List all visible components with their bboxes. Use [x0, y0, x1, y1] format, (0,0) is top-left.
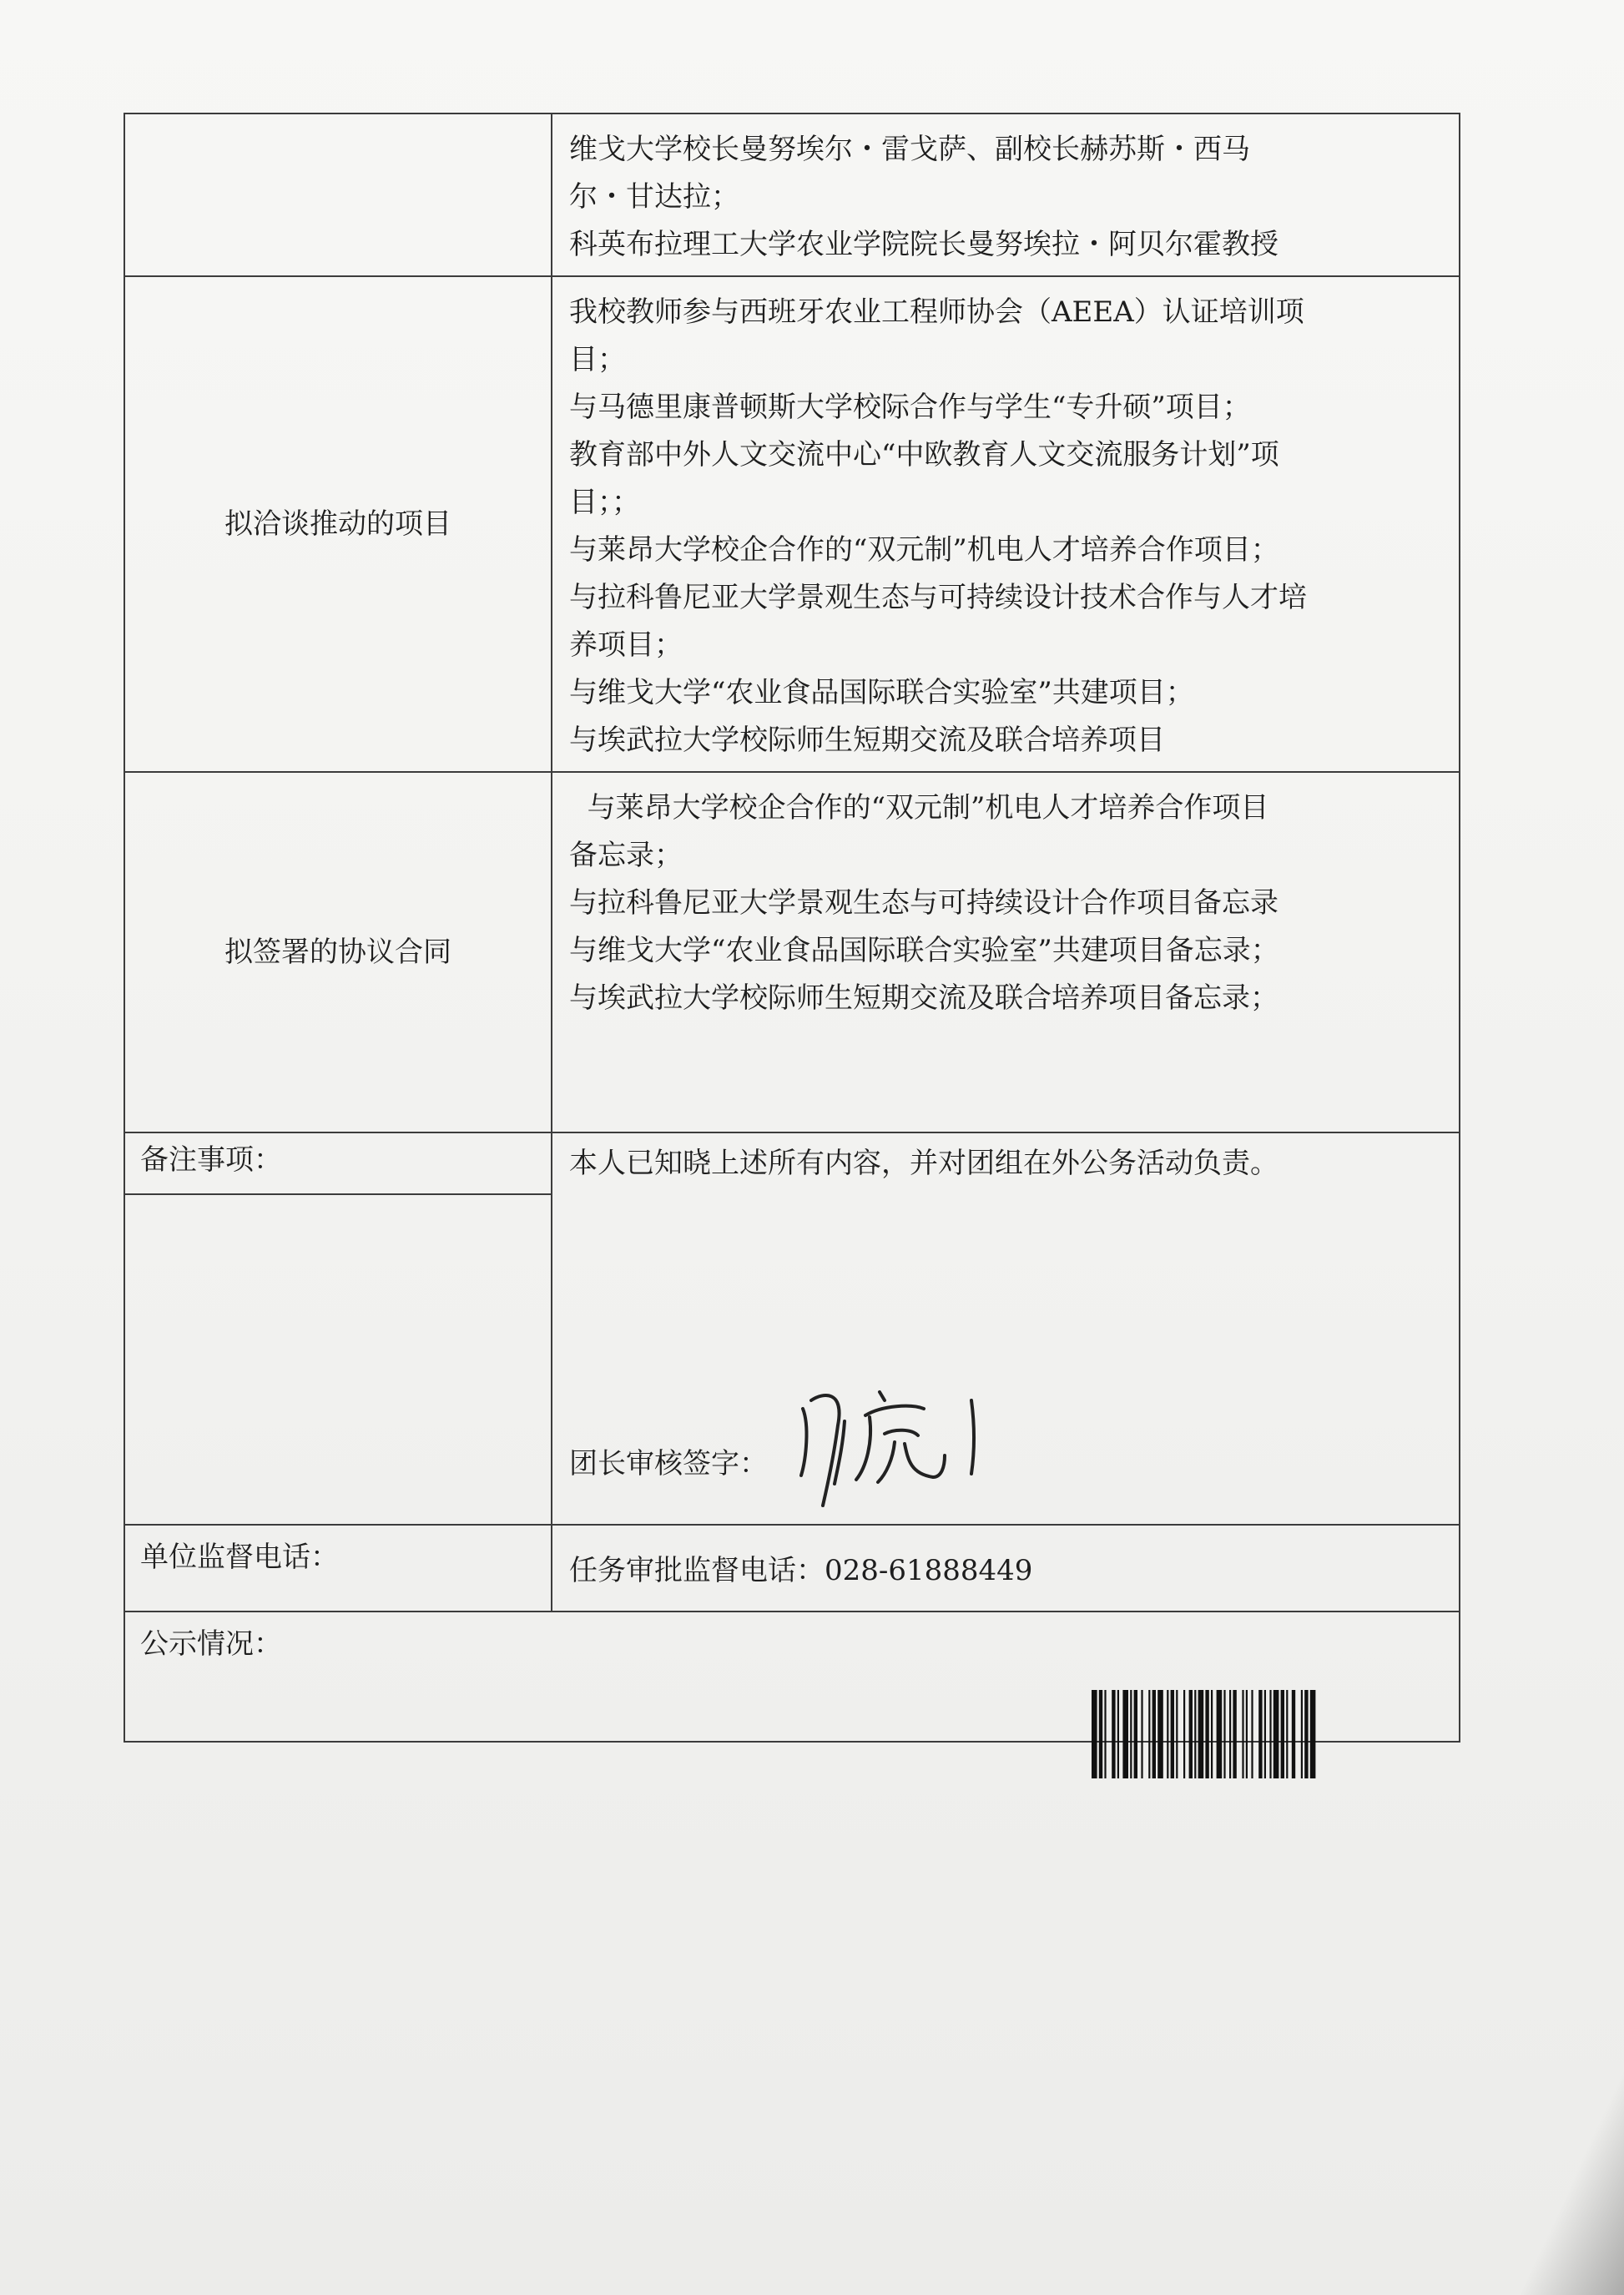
- barcode-bar: [1141, 1690, 1142, 1778]
- barcode-bar: [1104, 1690, 1106, 1778]
- barcode-bar: [1183, 1690, 1185, 1778]
- barcode-image: [1092, 1690, 1419, 1778]
- project-line: 与莱昂大学校企合作的“双元制”机电人才培养合作项目；: [569, 533, 1279, 567]
- remarks-divider: [125, 1193, 551, 1195]
- leader-signature-label: 团长审核签字：: [569, 1447, 768, 1480]
- form-table: [124, 113, 1460, 1743]
- barcode-bar: [1176, 1690, 1178, 1778]
- project-line: 养项目；: [569, 628, 683, 662]
- barcode-bar: [1233, 1690, 1236, 1778]
- barcode-bar: [1217, 1690, 1223, 1778]
- unit-phone-label-cell: [124, 1525, 552, 1612]
- participants-row: [124, 113, 1460, 276]
- barcode-bar: [1258, 1690, 1262, 1778]
- project-line: 与埃武拉大学校际师生短期交流及联合培养项目: [569, 724, 1165, 757]
- agreements-content-cell: [552, 772, 1460, 1132]
- remarks-content-cell: [552, 1132, 1460, 1525]
- barcode-bar: [1211, 1690, 1213, 1778]
- barcode-bar: [1167, 1690, 1168, 1778]
- task-phone-text: 任务审批监督电话：028-61888449: [569, 1553, 1033, 1587]
- project-line: 与维戈大学“农业食品国际联合实验室”共建项目；: [569, 676, 1194, 709]
- agreement-line: 备忘录；: [569, 839, 683, 872]
- handwritten-signature: [786, 1375, 1003, 1509]
- remarks-row: [124, 1132, 1460, 1525]
- project-line: 我校教师参与西班牙农业工程师协会（AEEA）认证培训项: [569, 295, 1304, 329]
- agreements-row: [124, 772, 1460, 1132]
- barcode-bar: [1099, 1690, 1102, 1778]
- barcode-bar: [1171, 1690, 1174, 1778]
- agreement-line: 与拉科鲁尼亚大学景观生态与可持续设计合作项目备忘录: [569, 886, 1279, 920]
- barcode-bar: [1194, 1690, 1196, 1778]
- agreement-line: 与埃武拉大学校际师生短期交流及联合培养项目备忘录；: [569, 981, 1279, 1015]
- page-corner-shadow: [1507, 2045, 1624, 2295]
- barcode-bar: [1301, 1690, 1303, 1778]
- agreement-line: 与莱昂大学校企合作的“双元制”机电人才培养合作项目: [569, 791, 1269, 825]
- barcode-bar: [1148, 1690, 1150, 1778]
- projects-label-cell: [124, 276, 552, 772]
- barcode-bar: [1092, 1690, 1097, 1778]
- barcode-bar: [1292, 1690, 1295, 1778]
- projects-label: 拟洽谈推动的项目: [224, 507, 451, 541]
- public-notice-label: 公示情况：: [140, 1627, 282, 1661]
- task-phone-cell: [552, 1525, 1460, 1612]
- barcode-bar: [1310, 1690, 1316, 1778]
- participants-content-cell: [552, 113, 1460, 276]
- remarks-label: 备注事项：: [140, 1143, 282, 1177]
- barcode-bar: [1229, 1690, 1231, 1778]
- acknowledgement-text: 本人已知晓上述所有内容，并对团组在外公务活动负责。: [569, 1147, 1279, 1180]
- barcode-bar: [1112, 1690, 1115, 1778]
- projects-content-cell: [552, 276, 1460, 772]
- remarks-label-cell: [124, 1132, 552, 1525]
- unit-phone-label: 单位监督电话：: [140, 1541, 339, 1574]
- supervision-row: [124, 1525, 1460, 1612]
- agreements-label-cell: [124, 772, 552, 1132]
- barcode-bar: [1130, 1690, 1132, 1778]
- barcode-bar: [1286, 1690, 1288, 1778]
- barcode-bar: [1251, 1690, 1253, 1778]
- agreements-label: 拟签署的协议合同: [224, 935, 451, 969]
- barcode-bar: [1273, 1690, 1279, 1778]
- barcode-bar: [1134, 1690, 1137, 1778]
- barcode-bar: [1198, 1690, 1204, 1778]
- project-line: 教育部中外人文交流中心“中欧教育人文交流服务计划”项: [569, 438, 1279, 472]
- barcode-bar: [1242, 1690, 1243, 1778]
- barcode-bar: [1281, 1690, 1284, 1778]
- agreement-line: 与维戈大学“农业食品国际联合实验室”共建项目备忘录；: [569, 934, 1279, 967]
- remarks-left-block: [125, 1133, 551, 1524]
- barcode-bar: [1269, 1690, 1271, 1778]
- participants-line: 维戈大学校长曼努埃尔・雷戈萨、副校长赫苏斯・西马: [569, 133, 1250, 166]
- barcode-bar: [1189, 1690, 1193, 1778]
- participants-line: 科英布拉理工大学农业学院院长曼努埃拉・阿贝尔霍教授: [569, 228, 1279, 261]
- project-line: 与马德里康普顿斯大学校际合作与学生“专升硕”项目；: [569, 391, 1251, 424]
- barcode-bar: [1205, 1690, 1208, 1778]
- barcode-bar: [1122, 1690, 1128, 1778]
- barcode-bar: [1304, 1690, 1308, 1778]
- barcode-bar: [1264, 1690, 1266, 1778]
- project-line: 目；；: [569, 486, 640, 519]
- participants-label-cell: [124, 113, 552, 276]
- project-line: 与拉科鲁尼亚大学景观生态与可持续设计技术合作与人才培: [569, 581, 1307, 614]
- barcode-bar: [1117, 1690, 1119, 1778]
- participants-line: 尔・甘达拉；: [569, 180, 739, 214]
- projects-row: [124, 276, 1460, 772]
- remarks-right-block: [552, 1133, 1459, 1524]
- barcode-bar: [1157, 1690, 1163, 1778]
- barcode-bar: [1223, 1690, 1225, 1778]
- project-line: 目；: [569, 343, 626, 376]
- barcode-bar: [1246, 1690, 1248, 1778]
- barcode-bar: [1152, 1690, 1156, 1778]
